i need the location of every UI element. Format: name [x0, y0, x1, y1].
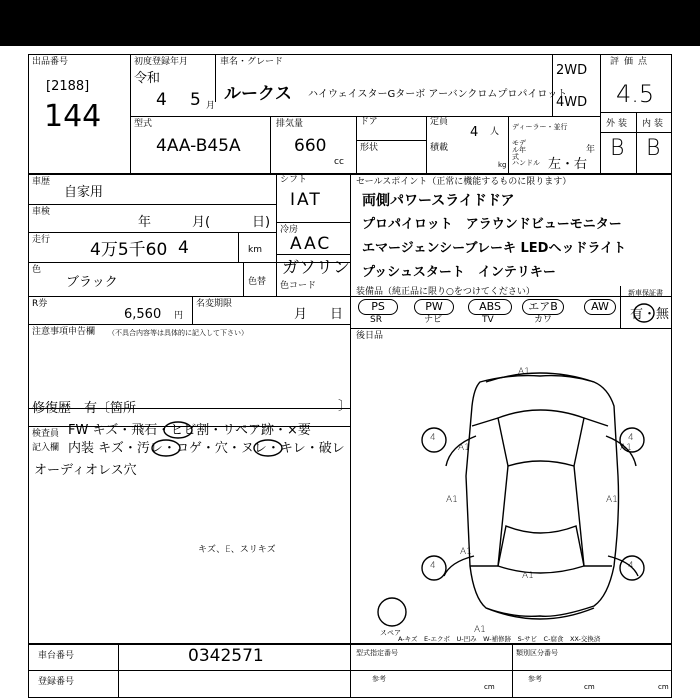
- vehicle-name-label: 車名・グレード: [220, 57, 284, 67]
- damage-mark-5: A1: [606, 495, 618, 505]
- load-unit: kg: [498, 161, 507, 169]
- damage-mark-6: A1: [460, 547, 472, 557]
- damage-legend: A-キズ E-エクボ U-凹み W-補修跡 S-サビ C-腐食 XX-交換済: [398, 635, 601, 643]
- dealer-label: ディーラー・並行: [512, 123, 568, 131]
- displacement-unit: cc: [334, 157, 344, 167]
- sales-point-1: 両側パワースライドドア: [362, 193, 515, 209]
- rear-label: 後日品: [356, 331, 384, 341]
- model-year-unit: 年: [586, 145, 596, 155]
- history-label: 車歴: [32, 177, 51, 187]
- tire-mark-3: 4: [430, 561, 436, 571]
- model-value: 4AA-B45A: [156, 136, 241, 156]
- cm-3: cm: [658, 683, 669, 691]
- sales-points-label: セールスポイント（正常に機能するものに限ります）: [356, 177, 572, 187]
- ac-value: AAC: [290, 234, 332, 254]
- sales-point-3: エマージェンシーブレーキ LEDヘッドライト: [362, 241, 627, 256]
- equip-leather: カワ: [534, 315, 553, 325]
- inspection-month: 月(: [192, 215, 211, 230]
- registration-year: 4: [156, 90, 167, 110]
- chassis-value: 0342571: [188, 646, 264, 666]
- drive-2wd: 2WD: [556, 63, 588, 78]
- interior-label: 内装: [642, 119, 667, 129]
- repair-value: 有〔箇所: [84, 401, 137, 416]
- sales-point-2: プロパイロット アラウンドビューモニター: [362, 217, 622, 232]
- damage-mark-1: A1: [518, 367, 530, 377]
- registration-label: 初度登録年月: [134, 57, 189, 67]
- warranty-label: 名変期限: [196, 299, 233, 309]
- damage-mark-2: A1: [458, 443, 470, 453]
- notes-label: 注意事項申告欄: [32, 327, 96, 337]
- vehicle-name: ルークス: [224, 84, 292, 104]
- mileage-extra: 4: [178, 238, 189, 258]
- history-value: 自家用: [64, 185, 104, 200]
- spare-label: スペア: [380, 629, 401, 637]
- capacity-label: 定員: [430, 117, 449, 127]
- handle-label: ハンドル: [512, 159, 540, 167]
- registration-era: 令和: [134, 71, 161, 86]
- cm-1: cm: [484, 683, 495, 691]
- inspection-label: 車検: [32, 207, 51, 217]
- exterior-score: B: [610, 136, 625, 161]
- sales-point-4: プッシュスタート インテリキー: [362, 265, 556, 280]
- handle-value: 左・右: [548, 157, 588, 172]
- capacity-value: 4: [470, 125, 479, 140]
- recycle-unit: 円: [174, 311, 184, 321]
- tire-mark-4: 4: [628, 561, 634, 571]
- warranty-book-label: 新車保証書: [628, 289, 663, 297]
- shape-label: 形状: [360, 143, 379, 153]
- displacement-value: 660: [294, 136, 327, 156]
- tire-mark-1: 4: [430, 433, 436, 443]
- remark-line-1: オーディオレス穴: [34, 463, 137, 478]
- damage-mark-8: A1: [474, 625, 486, 635]
- fuel-value: ガソリン: [282, 258, 350, 278]
- lot-label: 出品番号: [32, 57, 69, 67]
- warranty-day: 日: [330, 307, 344, 322]
- score-label: 評価点: [610, 57, 653, 67]
- mileage-value: 4万5千60: [90, 240, 168, 260]
- inspection-year: 年: [138, 215, 152, 230]
- damage-mark-4: A1: [446, 495, 458, 505]
- equip-pw: PW: [414, 299, 454, 315]
- auction-sheet: [28, 46, 700, 700]
- class-label: 類別区分番号: [516, 649, 558, 657]
- cm-2: cm: [584, 683, 595, 691]
- equip-sr: SR: [370, 315, 382, 325]
- ref-label-2: 参考: [528, 675, 542, 683]
- equip-ps: PS: [358, 299, 398, 315]
- color-label: 色: [32, 265, 42, 275]
- notes-sub: （不具合内容等は具体的に記入して下さい）: [108, 329, 248, 337]
- equip-tv: TV: [482, 315, 494, 325]
- interior-score: B: [646, 136, 661, 161]
- shift-value: IAT: [290, 190, 322, 210]
- ac-label: 冷房: [280, 225, 299, 235]
- displacement-label: 排気量: [276, 119, 304, 129]
- mileage-label: 走行: [32, 235, 51, 245]
- circle-mark-wet: [254, 440, 282, 456]
- spare-tire-icon: [378, 598, 406, 626]
- ref-label-1: 参考: [372, 675, 386, 683]
- equip-abs: ABS: [468, 299, 512, 315]
- car-outline: [466, 376, 619, 617]
- rear-window: [498, 526, 584, 573]
- model-year-label: モデル年式: [512, 139, 526, 161]
- top-black-bar: [0, 0, 700, 46]
- repair-close: 〕: [338, 399, 352, 414]
- inspection-row-2: 内装 キズ・汚レ・コゲ・穴・ヌレ・キレ・破レ: [68, 441, 345, 456]
- registration-month: 5: [190, 90, 201, 110]
- inspection-day: 日): [252, 215, 271, 230]
- equipment-label: 装備品（純正品に限り○をつけてください）: [356, 287, 535, 297]
- mileage-unit: km: [248, 245, 262, 255]
- color-value: ブラック: [66, 275, 118, 290]
- chassis-label: 車台番号: [38, 651, 75, 661]
- inspection-row-1: FW キズ・飛石・ヒビ割・リペア跡・×要: [68, 423, 311, 438]
- damage-mark-7: A1: [522, 571, 534, 581]
- shift-label: シフト: [280, 175, 308, 185]
- circle-mark-stone-chip: [164, 422, 192, 438]
- lot-code: [2188]: [46, 79, 90, 94]
- equip-aw: AW: [584, 299, 616, 315]
- inspector-label-1: 検査員: [32, 429, 60, 439]
- reg-label: 登録番号: [38, 677, 75, 687]
- score-value: 4.5: [616, 80, 655, 108]
- recycle-value: 6,560: [124, 307, 162, 322]
- color-no-label: 色替: [248, 277, 267, 287]
- vehicle-grade: ハイウェイスターGターボ アーバンクロムプロパイロット: [308, 89, 568, 100]
- drive-4wd: 4WD: [556, 95, 588, 110]
- circle-mark-stain: [152, 440, 180, 456]
- inspector-label-2: 記入欄: [32, 443, 60, 453]
- exterior-label: 外装: [606, 119, 631, 129]
- warranty-month: 月: [294, 307, 308, 322]
- lot-number: 144: [44, 99, 102, 134]
- doors-label: ドア: [360, 117, 378, 127]
- damage-mark-3: A1: [620, 443, 632, 453]
- type-label: 型式指定番号: [356, 649, 398, 657]
- recycle-label: R券: [32, 299, 48, 309]
- front-window: [498, 410, 584, 466]
- registration-month-unit: 月: [206, 101, 216, 111]
- tire-mark-2: 4: [628, 433, 634, 443]
- color-code-label: 色コード: [280, 281, 317, 291]
- capacity-unit: 人: [490, 127, 500, 137]
- model-label: 型式: [134, 119, 153, 129]
- warranty-book-value: 有・無: [630, 307, 670, 322]
- remark-line-2: キズ、E、スリキズ: [198, 545, 276, 555]
- load-label: 積載: [430, 143, 449, 153]
- repair-label: 修復歴: [32, 401, 72, 416]
- car-damage-diagram: [28, 46, 700, 700]
- circle-mark-warranty: [634, 304, 654, 322]
- equip-airbag: エアB: [522, 299, 564, 315]
- equip-navi: ナビ: [424, 315, 443, 325]
